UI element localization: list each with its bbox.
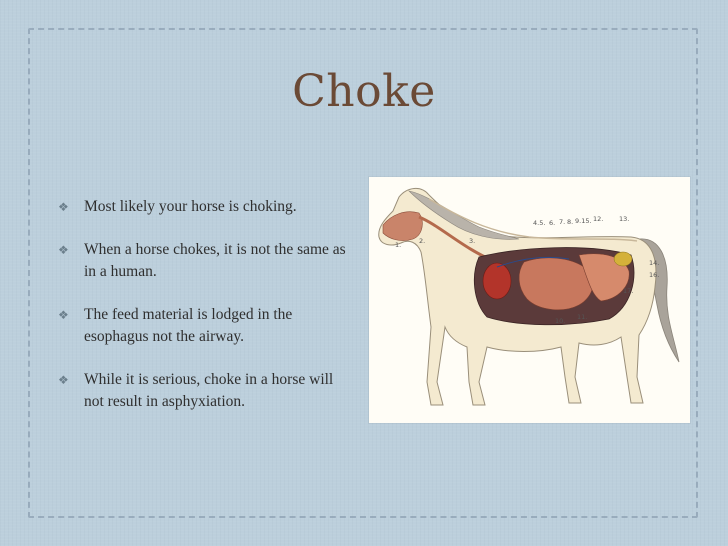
bullet-item [58,196,348,218]
svg-text:9.15.: 9.15. [575,217,592,225]
liver-shape [614,252,632,266]
svg-text:1.: 1. [395,241,402,249]
intestines-shape [519,258,593,310]
svg-text:2.: 2. [419,237,426,245]
svg-text:11.: 11. [577,313,588,321]
bullet-icon: ❖ [58,200,69,214]
svg-text:6.: 6. [549,219,556,227]
svg-text:13.: 13. [619,215,630,223]
svg-text:3.: 3. [469,237,476,245]
bullet-text: When a horse chokes, it is not the same as in a human. [84,241,346,280]
svg-text:7.: 7. [559,218,566,226]
bullet-item [58,369,348,413]
bullet-item [58,239,348,283]
bullet-icon: ❖ [58,308,69,322]
bullet-icon: ❖ [58,243,69,257]
svg-text:8.: 8. [567,218,574,226]
bullet-text: The feed material is lodged in the esophagus not the airway. [84,306,293,345]
svg-text:17.: 17. [623,287,634,295]
bullet-list [58,196,348,434]
bullet-text: While it is serious, choke in a horse will not result in asphyxiation. [84,371,334,410]
svg-text:16.: 16. [649,271,660,279]
svg-text:10.: 10. [555,317,566,325]
svg-text:4.5.: 4.5. [533,219,546,227]
bullet-text: Most likely your horse is choking. [84,198,297,215]
bullet-icon: ❖ [58,373,69,387]
svg-text:14.: 14. [649,259,660,267]
horse-anatomy-figure [369,177,690,423]
slide-title: Choke [292,66,436,117]
svg-text:12.: 12. [593,215,604,223]
heart-shape [483,263,511,299]
bullet-item [58,304,348,348]
horse-anatomy-icon [369,177,690,423]
